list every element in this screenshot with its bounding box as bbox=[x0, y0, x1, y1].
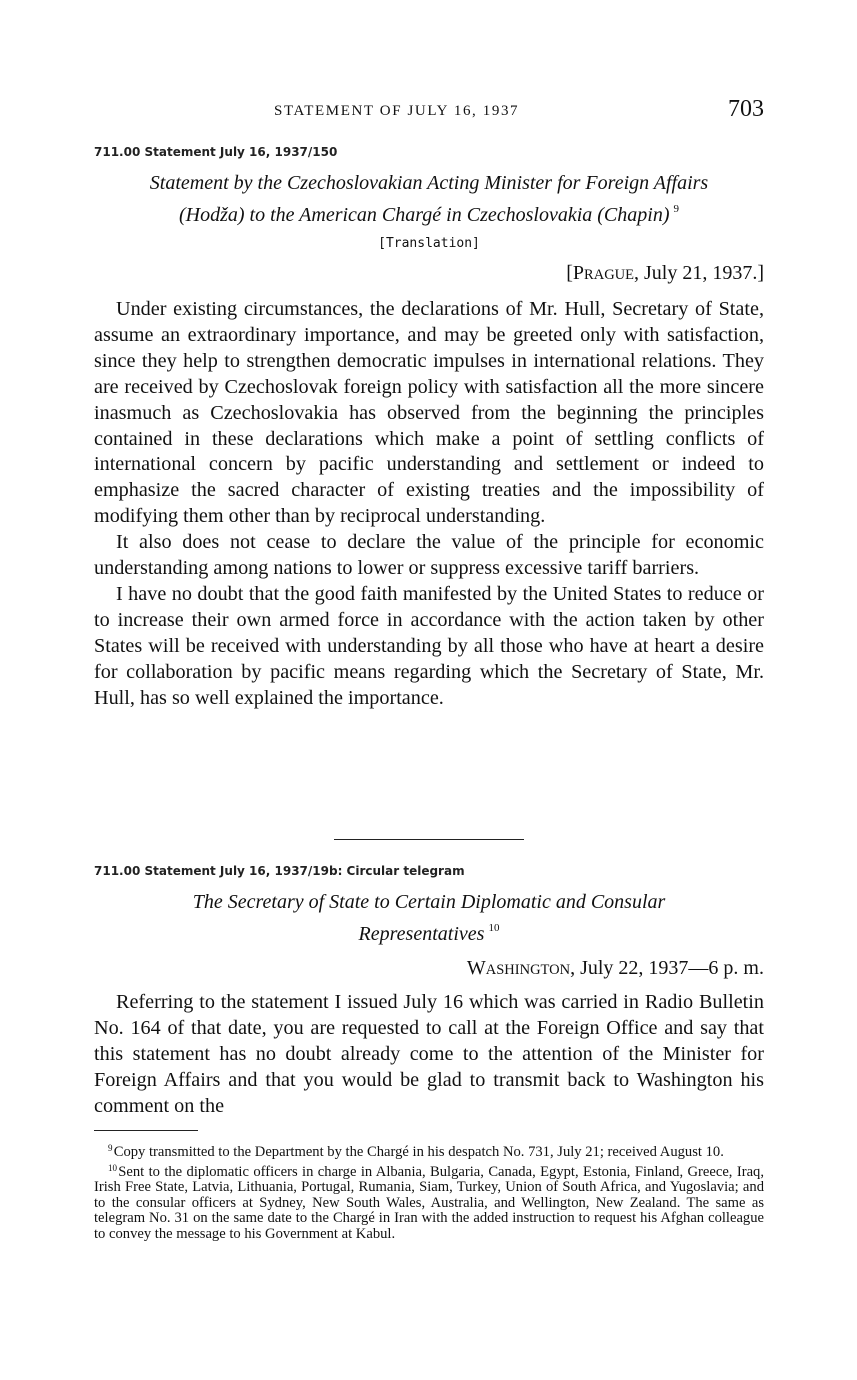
section-divider bbox=[334, 839, 524, 840]
document-title-1-line-2-text: (Hodža) to the American Chargé in Czechoslovakia (Chapin) bbox=[178, 204, 670, 226]
document-title-2-line-2 bbox=[94, 915, 764, 947]
dateline-1-date: , July 21, 1937.] bbox=[634, 262, 764, 284]
dateline-1-city-initial: P bbox=[572, 262, 585, 284]
running-title: STATEMENT OF JULY 16, 1937 bbox=[274, 103, 520, 119]
footnote-divider bbox=[94, 1130, 198, 1131]
footnote-9 bbox=[94, 1141, 764, 1161]
document-2-body bbox=[94, 990, 764, 1120]
paragraph-4: Referring to the statement I issued July 16 which was carried in Radio Bulletin No. 164 of that date, you are requested to call at the Foreign Office and say that this statement has no doubt already come to the attention of the Minister for Foreign Affairs and that you would be glad to transmit back to Washington his comment on the bbox=[94, 991, 764, 1117]
dateline-2 bbox=[467, 957, 764, 980]
footnote-10-mark: 10 bbox=[108, 1162, 117, 1173]
dateline-2-city-rest: ASHINGTON bbox=[485, 962, 571, 978]
document-title-1-line-2 bbox=[94, 196, 764, 228]
page-number: 703 bbox=[728, 96, 764, 122]
footnote-9-text: Copy transmitted to the Department by the Chargé in his despatch No. 731, July 21; received August 10. bbox=[113, 1144, 724, 1160]
paragraph-2: It also does not cease to declare the value of the principle for economic understanding among nations to lower or suppress excessive tariff barriers. bbox=[94, 531, 764, 580]
document-title-2-line-2-text: Representatives bbox=[358, 923, 485, 945]
footnote-reference-10: 10 bbox=[488, 922, 500, 934]
file-reference-1: 711.00 Statement July 16, 1937/150 bbox=[94, 145, 338, 159]
document-1-body bbox=[94, 297, 764, 712]
dateline-1 bbox=[566, 262, 764, 285]
document-title-2-line-1: The Secretary of State to Certain Diplomatic and Consular bbox=[192, 891, 666, 913]
translation-note: [Translation] bbox=[378, 236, 480, 251]
footnotes bbox=[94, 1141, 764, 1243]
document-title-1-line-1: Statement by the Czechoslovakian Acting Minister for Foreign Affairs bbox=[149, 172, 709, 194]
dateline-2-city-initial: W bbox=[466, 957, 486, 979]
paragraph-1: Under existing circumstances, the declarations of Mr. Hull, Secretary of State, assume an extraordinary importance, and may be greeted only with satisfaction, since they help to strengthen democratic impulses in international relations. They are received by Czechoslovak foreign policy with satisfaction all the more sincere inasmuch as Czechoslovakia has observed from the beginning the principles contained in these declarations which make a point of settling conflicts of international concern by pacific understanding and settlement or indeed to emphasize the sacred character of existing treaties and the impossibility of modifying them other than by reciprocal understanding. bbox=[94, 298, 764, 528]
paragraph-3: I have no doubt that the good faith manifested by the United States to reduce or to increase their own armed force in accordance with the action taken by other States will be received with understanding by all those who have at heart a desire for collaboration by pacific means regarding which the Secretary of State, Mr. Hull, has so well explained the importance. bbox=[94, 582, 764, 709]
footnote-9-mark: 9 bbox=[108, 1143, 113, 1153]
dateline-2-date: , July 22, 1937—6 p. m. bbox=[570, 957, 764, 979]
dateline-1-bracket: [ bbox=[566, 262, 573, 284]
dateline-1-city-rest: RAGUE bbox=[584, 267, 634, 283]
footnote-reference-9: 9 bbox=[673, 203, 679, 215]
footnote-10 bbox=[94, 1161, 764, 1243]
document-title-1 bbox=[94, 170, 764, 228]
page-header bbox=[94, 96, 764, 126]
document-title-2 bbox=[94, 889, 764, 947]
footnote-10-text: Sent to the diplomatic officers in charge in Albania, Bulgaria, Canada, Egypt, Estonia, Finland, Greece, Iraq, Irish Free State, Latvia, Lithuania, Portugal, Rumania, Siam, Turkey, Union of South Africa, and Yugoslavia; and to the consular officers at Sydney, New South Wales, Australia, and Wellington, New Zealand. The same as telegram No. 31 on the same date to the Chargé in Iran with the added instruction to request his Afghan colleague to convey the message to his Government at Kabul. bbox=[94, 1163, 764, 1242]
file-reference-2: 711.00 Statement July 16, 1937/19b: Circular telegram bbox=[94, 864, 465, 878]
